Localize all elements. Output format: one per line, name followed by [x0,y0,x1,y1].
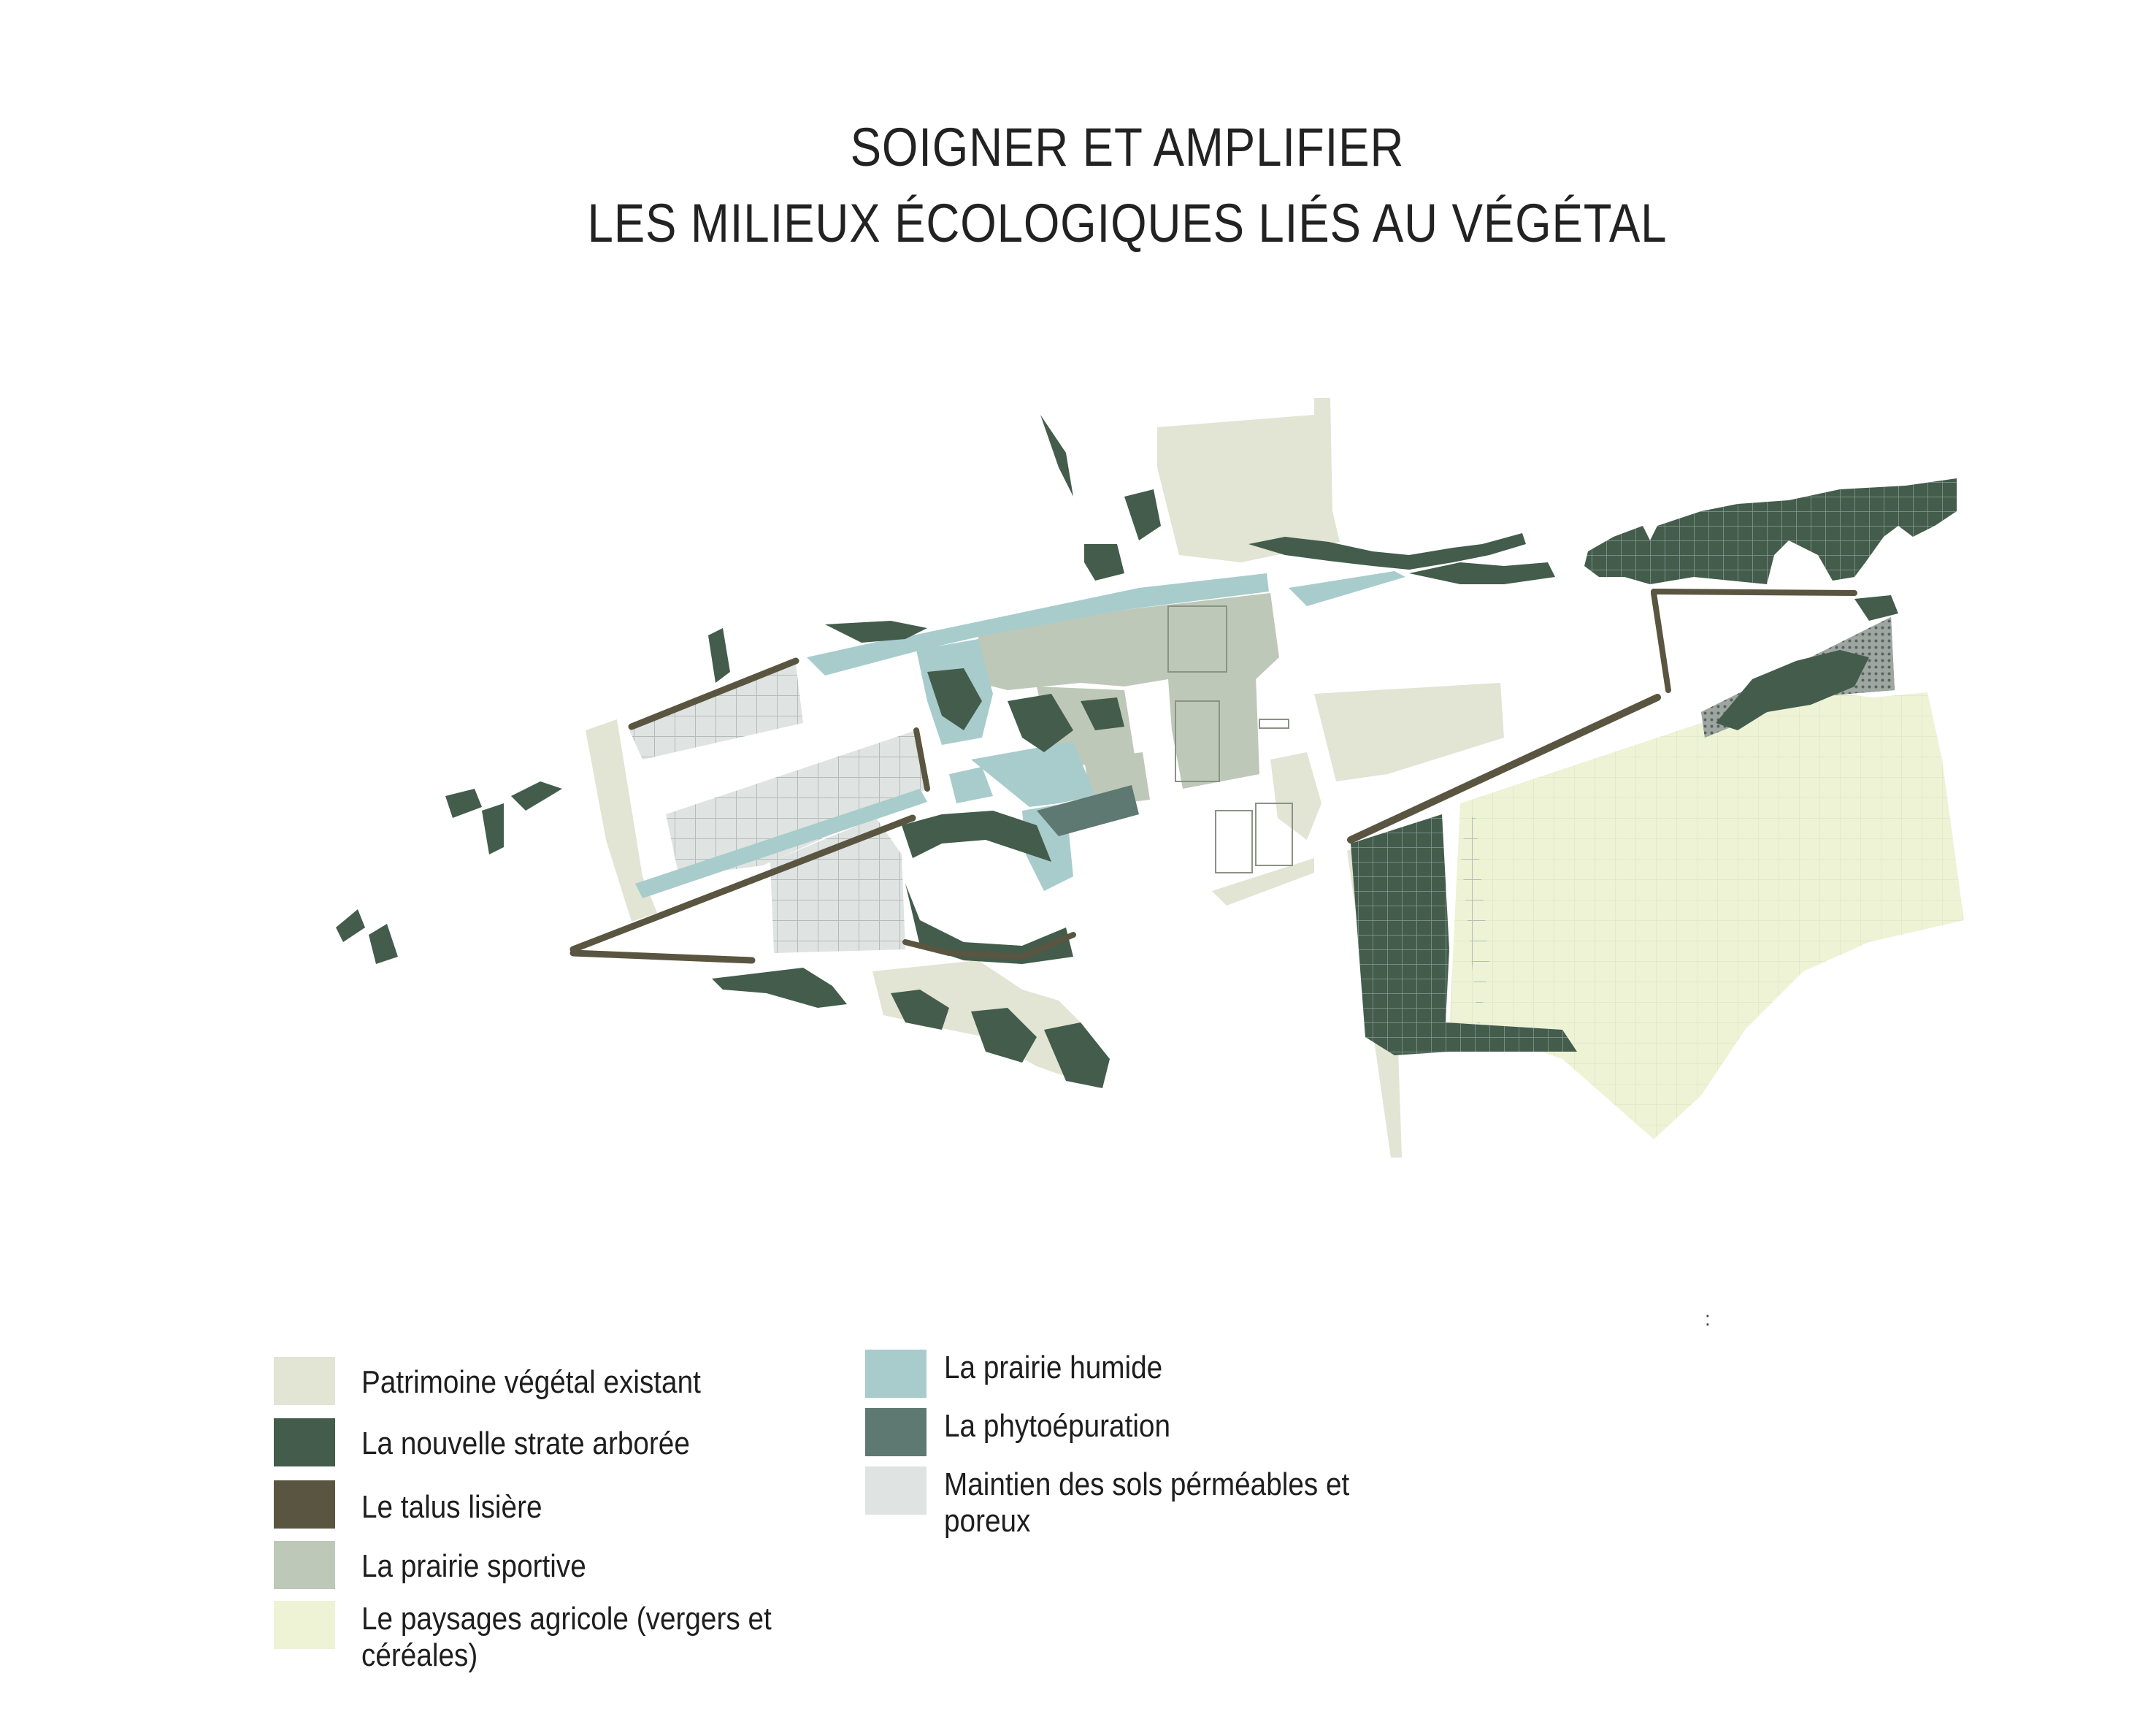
legend-label-patrimoine: Patrimoine végétal existant [361,1364,701,1400]
sports-field-center [1168,676,1259,789]
legend-label-humide: La prairie humide [944,1350,1163,1385]
wet-meadow-band-2 [949,767,993,803]
heritage-central-east [1314,683,1504,781]
legend-swatch-strate [274,1418,335,1466]
tree-patch-ne-2 [1854,595,1898,621]
tree-west-5 [369,924,398,964]
legend-label-permeable-line-2: poreux [944,1503,1031,1539]
legend-swatch-talus [274,1480,335,1529]
wet-meadow-south [971,741,1095,807]
tree-northwest-1 [708,628,730,683]
tree-north-corridor-1 [1248,533,1526,570]
wet-meadow-east [1289,571,1405,606]
tree-west-1 [511,781,562,811]
heritage-north-block [1157,398,1340,562]
legend-swatch-sportive [274,1541,335,1589]
tree-north-small [1084,544,1124,581]
map-title-line-2: LES MILIEUX ÉCOLOGIQUES LIÉS AU VÉGÉTAL [587,193,1668,253]
legend-swatch-patrimoine [274,1357,335,1405]
tree-west-4 [336,909,365,942]
legend-swatch-phyto [865,1408,927,1456]
legend-label-strate: La nouvelle strate arborée [361,1426,690,1461]
legend-label-sportive: La prairie sportive [361,1548,586,1584]
tree-north-spine [1040,415,1073,497]
field-outline-1 [1216,811,1252,873]
talus-ne-top [1654,592,1854,593]
tree-west-3 [482,803,504,854]
stray-mark: : [1705,1307,1711,1330]
legend-swatch-permeable [865,1466,927,1515]
legend-label-talus: Le talus lisière [361,1489,542,1525]
talus-south-base [573,953,752,960]
tree-southwest-1 [712,968,847,1008]
legend-label-agricole-line-1: Le paysages agricole (vergers et [361,1601,772,1637]
tree-ring-bottom [905,884,1073,964]
legend-swatch-agricole [274,1601,335,1649]
map-title-line-1: SOIGNER ET AMPLIFIER [850,117,1405,177]
legend-label-phyto: La phytoépuration [944,1408,1171,1444]
talus-ne-side [1654,593,1668,690]
tree-north-small-2 [1124,489,1161,540]
legend-label-agricole-line-2: céréales) [361,1637,478,1673]
legend-swatch-humide [865,1350,927,1398]
tree-west-2 [445,789,482,818]
heritage-central-wedge [1270,752,1321,840]
legend-label-permeable-line-1: Maintien des sols pérméables et [944,1466,1350,1502]
field-outline-5 [1259,719,1289,728]
